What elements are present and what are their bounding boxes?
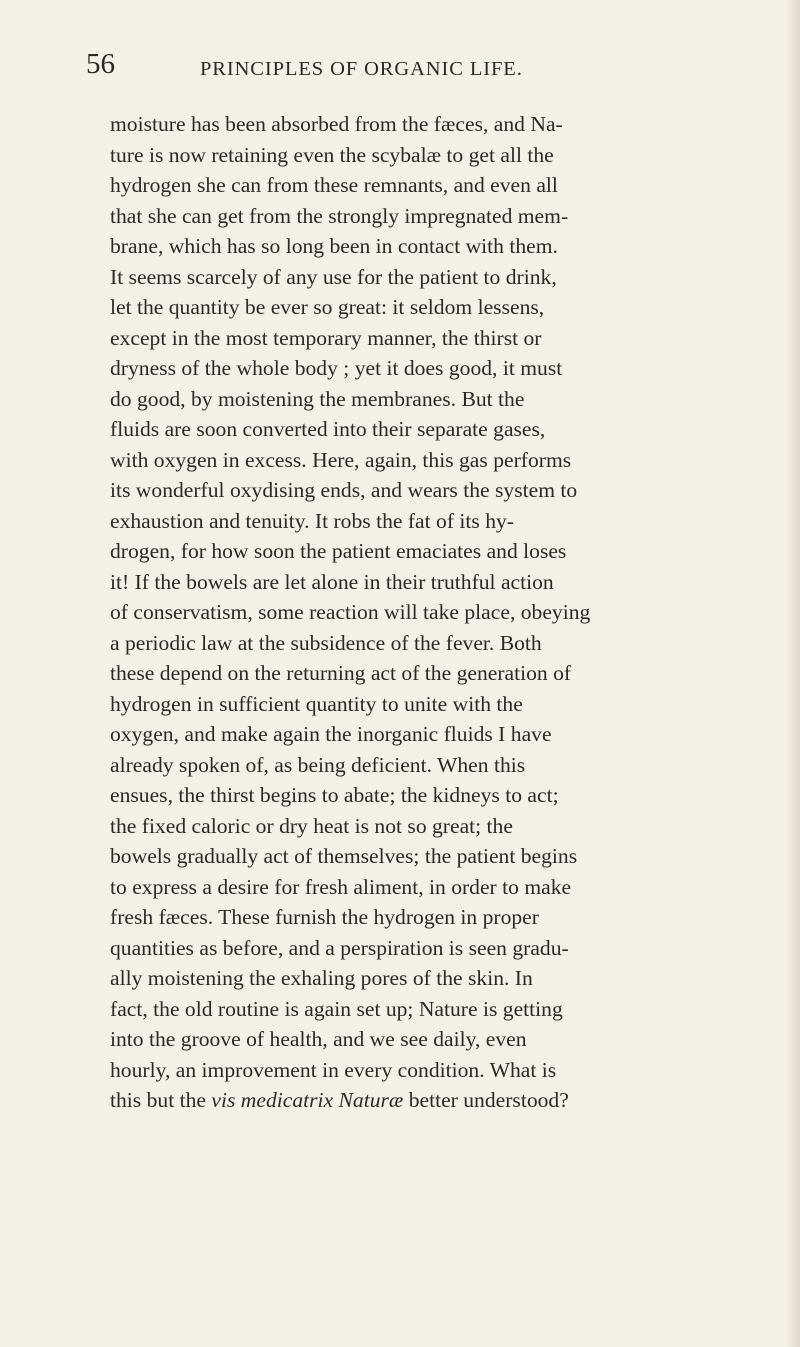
text-line: hydrogen she can from these remnants, and even all	[110, 173, 558, 197]
text-line: bowels gradually act of themselves; the patient begins	[110, 844, 578, 868]
text-line: oxygen, and make again the inorganic fluids I have	[110, 722, 552, 746]
page-edge-shadow	[786, 0, 800, 1347]
text-line: ensues, the thirst begins to abate; the kidneys to act;	[110, 783, 559, 807]
text-line: to express a desire for fresh aliment, in order to make	[110, 874, 572, 899]
body-text	[110, 109, 800, 1116]
text-line: hourly, an improvement in every condition. What is	[110, 1057, 557, 1082]
text-line: fresh fæces. These furnish the hydrogen in proper	[110, 905, 539, 929]
text-line: it! If the bowels are let alone in their truthful action	[110, 569, 554, 594]
text-line: ally moistening the exhaling pores of the skin. In	[110, 966, 533, 990]
text-line: quantities as before, and a perspiration is seen gradu-	[110, 935, 569, 960]
text-line: drogen, for how soon the patient emaciates and loses	[110, 539, 567, 563]
text-line: already spoken of, as being deficient. When this	[110, 752, 526, 777]
text-line: these depend on the returning act of the generation of	[110, 661, 572, 685]
text-line: brane, which has so long been in contact with them.	[110, 234, 558, 258]
text-line: ture is now retaining even the scybalæ to get all the	[110, 142, 554, 167]
text-line: It seems scarcely of any use for the patient to drink,	[110, 264, 557, 289]
text-line: dryness of the whole body ; yet it does good, it must	[110, 356, 563, 380]
text-line: a periodic law at the subsidence of the fever. Both	[110, 630, 542, 655]
text-line: of conservatism, some reaction will take place, obeying	[110, 600, 591, 624]
page-number: 56	[86, 48, 115, 80]
text-line: into the groove of health, and we see daily, even	[110, 1027, 527, 1051]
text-line: hydrogen in sufficient quantity to unite with the	[110, 691, 523, 716]
text-line-last	[110, 1085, 800, 1116]
text-line: except in the most temporary manner, the thirst or	[110, 325, 542, 350]
italic-latin-phrase: vis medicatrix Naturæ	[211, 1088, 404, 1112]
text-line: let the quantity be ever so great: it seldom lessens,	[110, 295, 545, 319]
running-head: PRINCIPLES OF ORGANIC LIFE.	[200, 58, 523, 80]
text-run: this but the	[110, 1088, 212, 1112]
text-run: better understood?	[403, 1088, 569, 1112]
text-line: fact, the old routine is again set up; Nature is getting	[110, 996, 563, 1021]
text-line: fluids are soon converted into their separate gases,	[110, 417, 546, 441]
text-line: do good, by moistening the membranes. But the	[110, 386, 525, 411]
text-line: its wonderful oxydising ends, and wears the system to	[110, 478, 578, 502]
text-line: moisture has been absorbed from the fæces, and Na-	[110, 112, 563, 136]
text-line: the fixed caloric or dry heat is not so great; the	[110, 813, 513, 838]
text-line: with oxygen in excess. Here, again, this gas performs	[110, 447, 572, 472]
text-line: exhaustion and tenuity. It robs the fat of its hy-	[110, 508, 514, 533]
text-line: that she can get from the strongly impregnated mem-	[110, 203, 569, 228]
